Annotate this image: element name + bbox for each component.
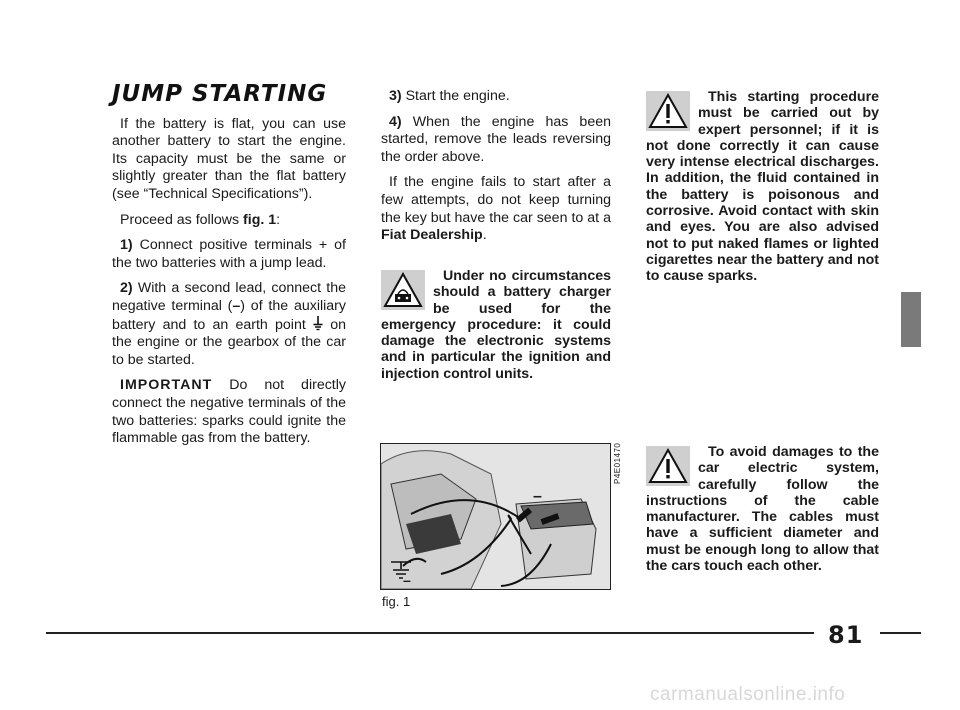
warning-cables: [646, 444, 879, 574]
warning-triangle-icon: [646, 91, 690, 131]
page-title: JUMP STARTING: [112, 81, 328, 107]
proceed-text: Proceed as follows: [120, 211, 244, 228]
battery-minus-label: –: [533, 488, 542, 505]
step-2-text-b: ) of the auxiliary battery and to an earth point: [112, 297, 346, 333]
figure-1-illustration: [380, 443, 611, 590]
warning-triangle-icon: [646, 446, 690, 486]
step-3-number: 3): [389, 88, 402, 104]
important-label: IMPORTANT: [120, 377, 213, 394]
fail-paragraph: [381, 174, 611, 244]
step-1: [112, 237, 346, 272]
step-4-number: 4): [389, 113, 402, 130]
step-2: [112, 280, 346, 369]
page-number: 81: [828, 621, 864, 649]
step-1-number: 1): [120, 237, 133, 254]
negative-sign: –: [232, 297, 241, 314]
fail-text: If the engine fails to start after a few attempts, do not keep turning the key but have the car seen to at a: [381, 174, 611, 226]
warning-cables-text: To avoid damages to the car electric system, carefully follow the instructions of the cable manufacturer. The cables must have a sufficient diameter and must be enough long to allow that the cars touch each other.: [646, 444, 879, 575]
intro-paragraph: If the battery is flat, you can use another battery to start the engine. Its capacity must be the same or slightly greater than the flat battery (see “Technical Specifications”).: [112, 115, 346, 202]
left-column: [112, 81, 346, 456]
fiat-dealership: Fiat Dealership: [381, 227, 483, 244]
figure-caption: fig. 1: [382, 594, 411, 609]
figure-reference: fig. 1: [243, 211, 277, 228]
battery-charger-warning-icon: [381, 270, 425, 310]
step-2-text-c: on the engine or the gearbox of the car to be started.: [112, 316, 346, 368]
earth-minus-label: –: [403, 572, 411, 588]
step-4: [381, 114, 611, 167]
step-3-text: Start the engine.: [401, 88, 510, 104]
important-text: Do not directly connect the negative terminals of the two batteries: sparks could ignite the flammable gas from the battery.: [112, 377, 346, 447]
footer-rule-left: [46, 632, 814, 634]
warning-battery-charger: [381, 268, 611, 382]
step-2-text-a: With a second lead, connect the negative terminal (: [112, 280, 346, 314]
jump-start-drawing: [381, 444, 610, 589]
step-2-number: 2): [120, 280, 133, 297]
figure-code: P4E01470: [613, 442, 622, 484]
proceed-colon: :: [276, 211, 281, 228]
footer-rule-right: [880, 632, 921, 634]
middle-column: [381, 88, 611, 253]
important-note: [112, 377, 346, 447]
warning-charger-text: Under no circumstances should a battery charger be used for the emergency procedure: it could damage the electronic systems and in particular the ignition and injection control units.: [381, 268, 611, 382]
step-1-text: Connect positive terminals + of the two batteries with a jump lead.: [112, 237, 346, 271]
fail-end: .: [482, 227, 487, 244]
warning-expert-personnel: [646, 89, 879, 285]
step-4-text: When the engine has been started, remove the leads reversing the order above.: [381, 113, 611, 165]
earth-symbol-icon: [313, 317, 323, 333]
watermark-footer: carmanualsonline.info: [650, 684, 846, 705]
proceed-paragraph: [112, 212, 346, 230]
warning-expert-text: This starting procedure must be carried out by expert personnel; if it is not done correctly it can cause very intense electrical discharges. In addition, the fluid contained in the battery is poisonous and corrosive. Avoid contact with skin and eyes. You are also advised not to put naked flames or lighted cigarettes near the battery and not to cause sparks.: [646, 89, 879, 285]
section-tab-marker: [901, 292, 921, 347]
step-3: [381, 88, 611, 106]
